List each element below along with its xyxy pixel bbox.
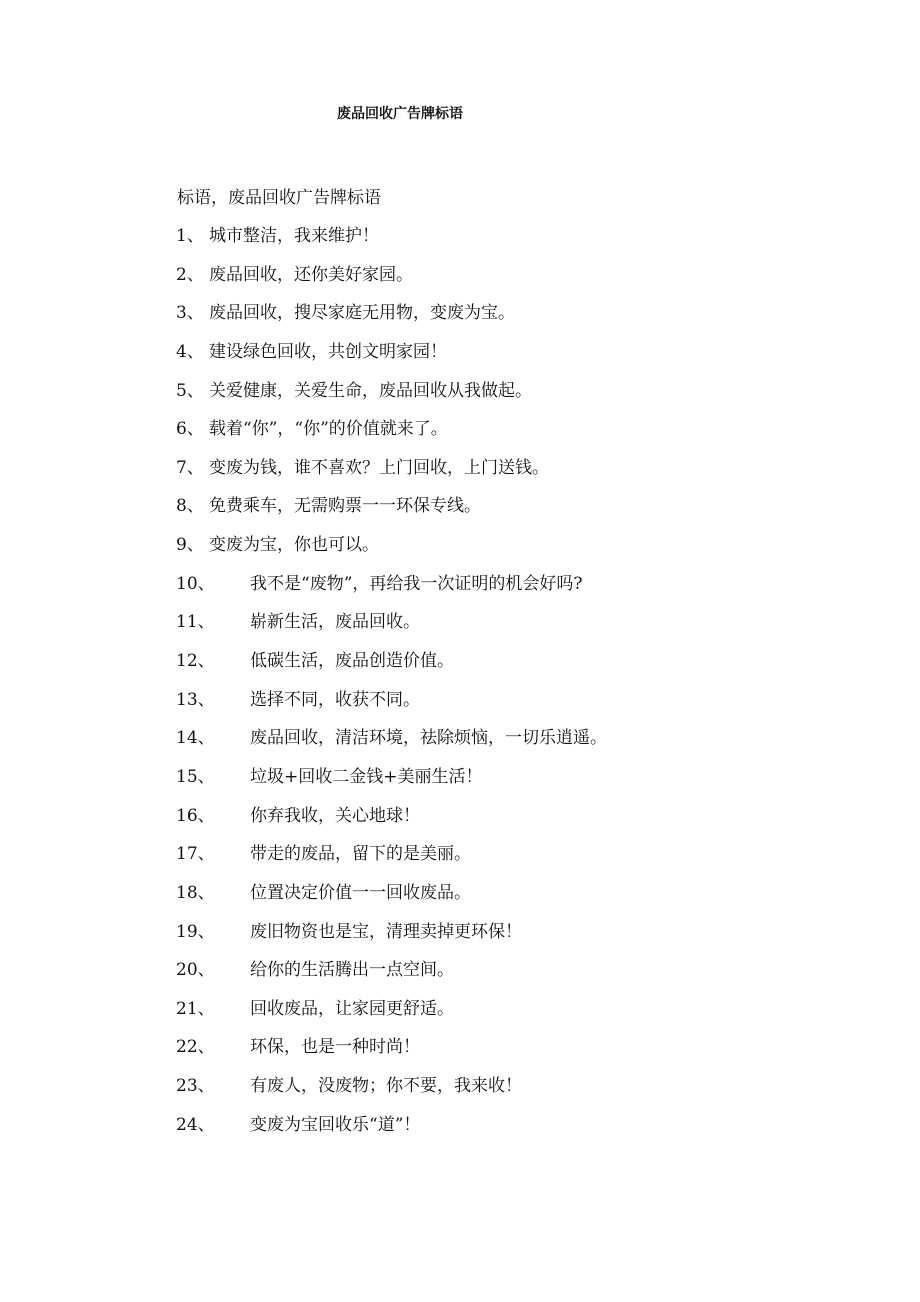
document-title: 废品回收广告牌标语 [337,106,463,122]
item-number: 1、 [176,226,204,246]
item-number: 6、 [176,419,204,440]
item-number: 18、 [176,882,215,903]
item-text: 城市整洁，我来维护！ [209,226,379,246]
item-text: 废品回收，清洁环境，祛除烦恼，一切乐逍遥。 [250,728,607,749]
item-number: 23、 [176,1076,215,1097]
item-number: 7、 [176,457,204,478]
item-text: 关爱健康，关爱生命，废品回收从我做起。 [209,380,532,401]
item-text: 载着“你”，“你”的价值就来了。 [209,419,448,440]
item-text: 低碳生活，废品创造价值。 [250,651,454,672]
item-number: 21、 [176,998,215,1019]
item-number: 19、 [176,921,215,942]
item-number: 12、 [176,651,215,672]
item-text: 有废人，没废物；你不要，我来收！ [250,1076,522,1097]
item-number: 2、 [176,264,204,285]
item-text: 位置决定价值一一回收废品。 [250,882,471,903]
item-text: 垃圾+回收二金钱+美丽生活！ [250,766,483,787]
item-number: 11、 [176,612,215,633]
item-text: 带走的废品，留下的是美丽。 [250,844,471,865]
item-number: 9、 [176,535,204,556]
item-text: 你弃我收，关心地球！ [250,805,420,826]
item-number: 10、 [176,573,215,594]
item-number: 22、 [176,1037,215,1058]
item-text: 我不是“废物”，再给我一次证明的机会好吗? [250,573,583,594]
item-text: 废旧物资也是宝，清理卖掉更环保！ [250,921,522,942]
item-number: 3、 [176,303,204,324]
item-number: 16、 [176,805,215,826]
item-number: 13、 [176,689,215,710]
item-text: 废品回收，搜尽家庭无用物，变废为宝。 [209,303,515,324]
item-number: 4、 [176,341,204,362]
item-number: 15、 [176,766,215,787]
item-number: 24、 [176,1114,215,1135]
item-text: 免费乘车，无需购票一一环保专线。 [209,496,481,517]
item-text: 回收废品，让家园更舒适。 [250,998,454,1019]
item-number: 17、 [176,844,215,865]
item-number: 5、 [176,380,204,401]
item-text: 变废为钱，谁不喜欢？上门回收，上门送钱。 [209,457,549,478]
item-number: 14、 [176,728,215,749]
item-text: 变废为宝，你也可以。 [209,535,379,556]
item-text: 选择不同，收获不同。 [250,689,420,710]
item-text: 变废为宝回收乐“道”！ [250,1114,421,1135]
intro-line: 标语，废品回收广告牌标语 [177,188,381,208]
item-text: 建设绿色回收，共创文明家园！ [209,341,447,362]
item-text: 崭新生活，废品回收。 [250,612,420,633]
item-text: 废品回收，还你美好家园。 [209,264,413,285]
item-text: 给你的生活腾出一点空间。 [250,960,454,981]
item-number: 8、 [176,496,204,517]
item-text: 环保，也是一种时尚！ [250,1037,420,1058]
item-number: 20、 [176,960,215,981]
